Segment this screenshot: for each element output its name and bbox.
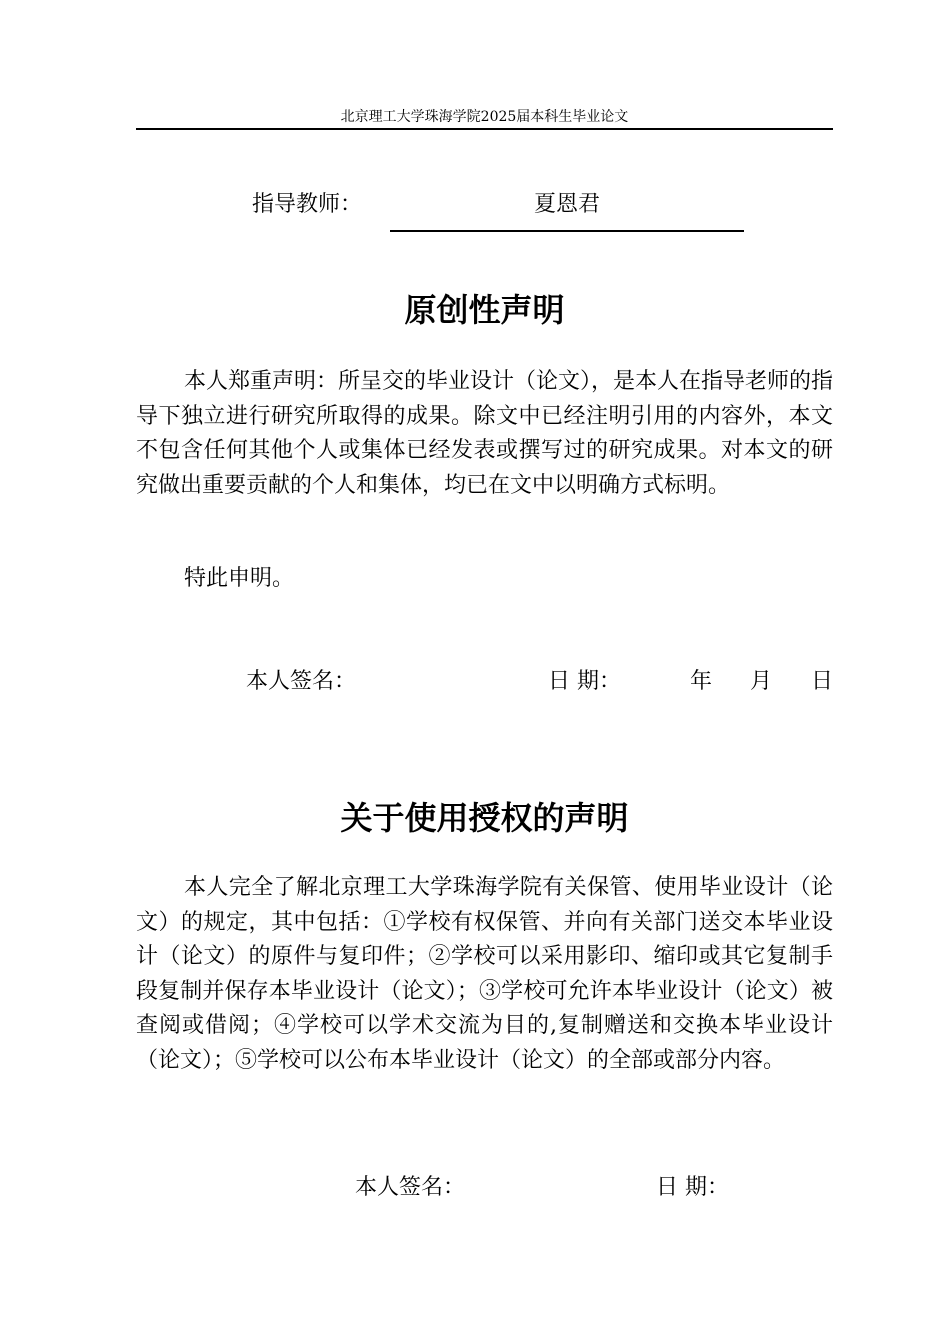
authorization-signature-label: 本人签名： — [355, 1175, 466, 1200]
advisor-name: 夏恩君 — [533, 192, 600, 217]
running-header: 北京理工大学珠海学院2025届本科生毕业论文 — [340, 109, 629, 125]
originality-year-unit: 年 — [690, 669, 713, 694]
authorization-body: 本人完全了解北京理工大学珠海学院有关保管、使用毕业设计（论文）的规定，其中包括：①学校有权保管、并向有关部门送交本毕业设计（论文）的原件与复印件；②学校可以采用影印、缩印或其它复制手段复制并保存本毕业设计（论文）；③学校可允许本毕业设计（论文）被查阅或借阅；④学校可以学术交流为目的,复制赠送和交换本毕业设计（论文）；⑤学校可以公布本毕业设计（论文）的全部或部分内容。 — [136, 875, 833, 1073]
header-rule — [136, 128, 833, 130]
originality-date-label: 日 期： — [548, 669, 621, 694]
originality-month-unit: 月 — [750, 669, 773, 694]
originality-signature-label: 本人签名： — [246, 669, 357, 694]
authorization-date-label: 日 期： — [656, 1175, 729, 1200]
originality-day-unit: 日 — [811, 669, 834, 694]
originality-body: 本人郑重声明：所呈交的毕业设计（论文），是本人在指导老师的指导下独立进行研究所取得的成果。除文中已经注明引用的内容外，本文不包含任何其他个人或集体已经发表或撰写过的研究成果。对本文的研究做出重要贡献的个人和集体，均已在文中以明确方式标明。 — [136, 369, 834, 498]
advisor-underline — [390, 230, 744, 232]
originality-title: 原创性声明 — [404, 291, 565, 329]
authorization-title: 关于使用授权的声明 — [340, 799, 629, 837]
advisor-label: 指导教师： — [252, 192, 363, 217]
originality-closing: 特此申明。 — [184, 566, 295, 591]
